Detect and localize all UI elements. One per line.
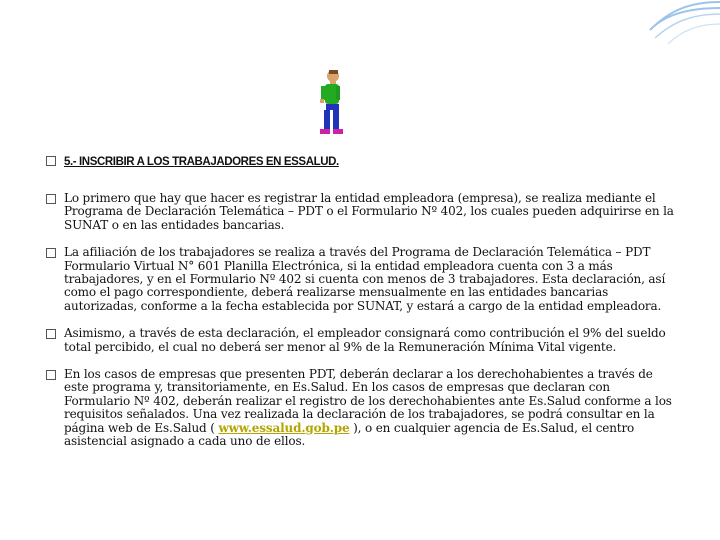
paragraph-text: Asimismo, a través de esta declaración, el empleador consignará como contribución el 9% del sueldo total percibido, el cual no deberá ser menor al 9% de la Remuneración Mínima Vital vigente. [64, 326, 666, 354]
square-bullet-icon [46, 156, 56, 166]
list-item [46, 246, 676, 313]
square-bullet-icon [46, 370, 56, 380]
square-bullet-icon [46, 194, 56, 204]
slide-content [46, 154, 676, 449]
list-item [46, 192, 676, 232]
paragraph-text: La afiliación de los trabajadores se realiza a través del Programa de Declaración Telemática – PDT Formulario Virtual N° 601 Planilla Electrónica, si la entidad empleadora cuenta con 3 a más trabajadores, y en el Formulario Nº 402 si cuenta con menos de 3 trabajadores. Esta declaración, así como el pago correspondiente, deberá realizarse mensualmente en las entidades bancarias autorizadas, conforme a la fecha establecida por SUNAT, y estará a cargo de la entidad empleadora. [64, 245, 666, 313]
walking-person-icon [316, 68, 346, 138]
paragraph-text [64, 368, 676, 448]
square-bullet-icon [46, 248, 56, 258]
paragraph-text-end: ), o en cualquier agencia de Es.Salud, el centro asistencial asignado a cada uno de ellos. [64, 420, 635, 449]
corner-swirl-decoration [610, 0, 720, 60]
slide-heading: 5.- INSCRIBIR A LOS TRABAJADORES EN ESSALUD. [64, 156, 339, 168]
paragraph-text: Lo primero que hay que hacer es registrar la entidad empleadora (empresa), se realiza mediante el Programa de Declaración Telemática – PDT o el Formulario Nº 402, los cuales pueden adquirirse en la SUNAT o en las entidades bancarias. [64, 191, 674, 232]
square-bullet-icon [46, 329, 56, 339]
list-item [46, 327, 676, 354]
heading-item [46, 154, 676, 170]
paragraph-text-start: En los casos de empresas que presenten PDT, deberán declarar a los derechohabientes a través de este programa y, transitoriamente, en Es.Salud. En los casos de empresas que declaran con Formulario Nº 402, deberán realizar el registro de los derechohabientes ante Es.Salud conforme a los requisitos señalados. Una vez realizada la declaración de los trabajadores, se podrá consultar en la página web de Es.Salud ( [64, 367, 672, 435]
essalud-website-link[interactable]: www.essalud.gob.pe [218, 420, 350, 435]
list-item [46, 368, 676, 448]
